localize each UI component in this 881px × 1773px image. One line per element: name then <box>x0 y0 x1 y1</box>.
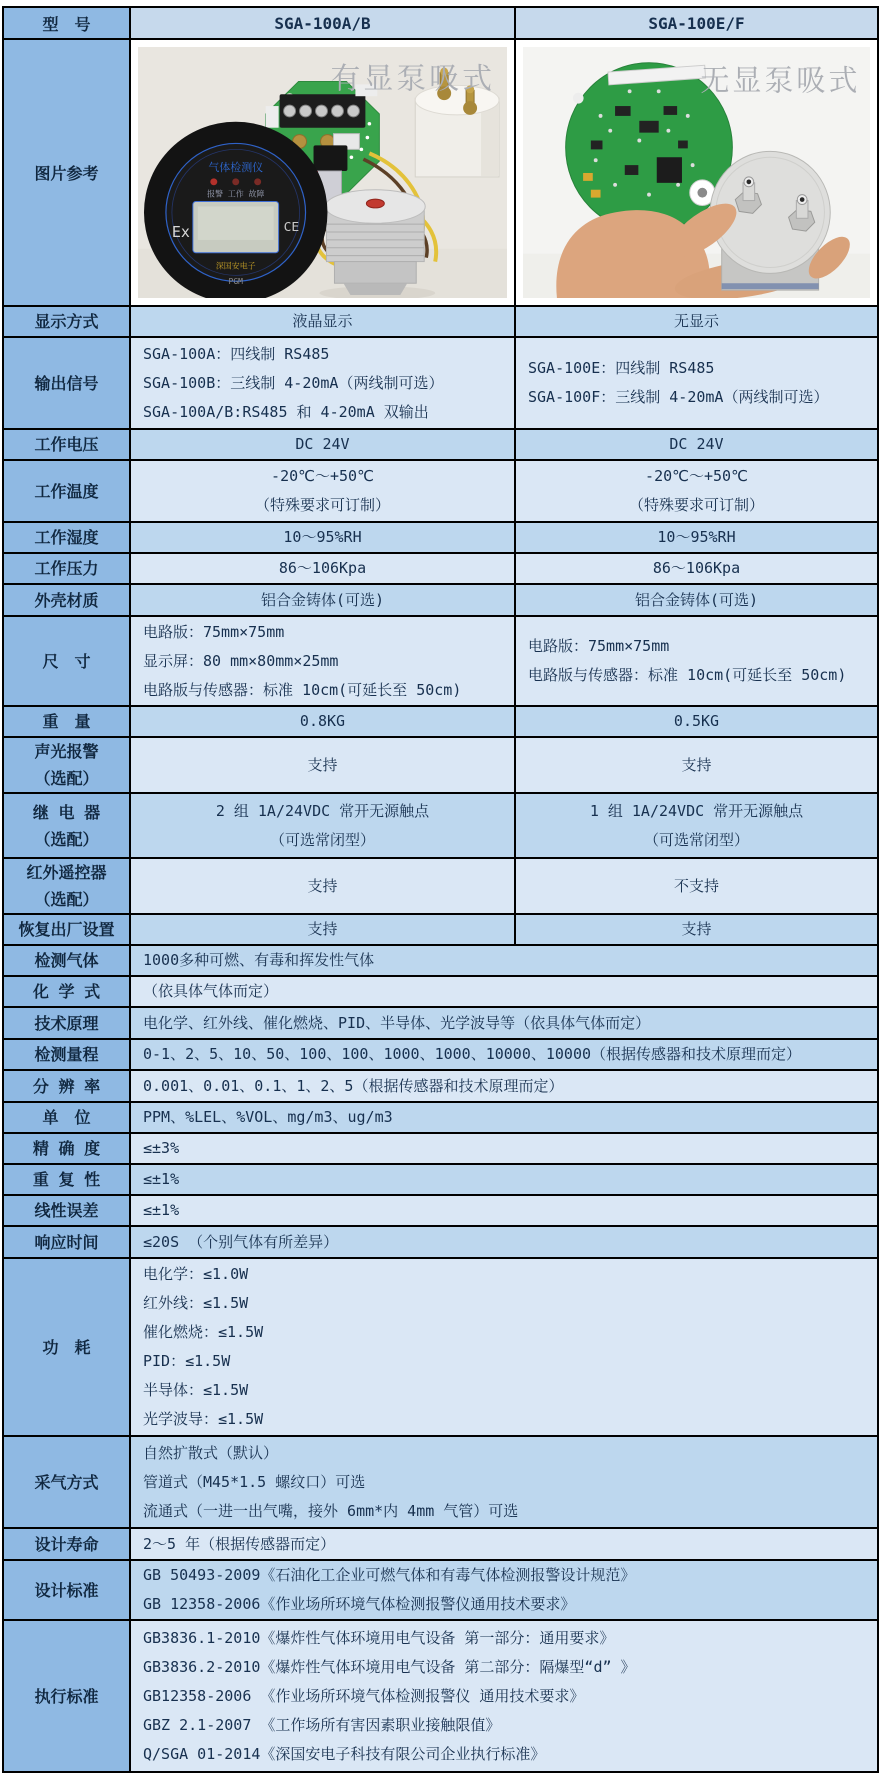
row-label: 红外遥控器 （选配） <box>3 858 130 914</box>
row-label: 重 复 性 <box>3 1164 130 1195</box>
watermark-left: 有显泵吸式 <box>330 61 496 97</box>
spec-value: ≤±1% <box>130 1164 878 1195</box>
spec-value: 10～95%RH <box>515 522 878 553</box>
spec-value: ≤±3% <box>130 1133 878 1164</box>
watermark-right: 无显泵吸式 <box>700 63 861 98</box>
row-label: 工作电压 <box>3 429 130 460</box>
spec-value: 1000多种可燃、有毒和挥发性气体 <box>130 945 878 976</box>
photo-cell-right <box>515 39 878 306</box>
detector-illustration <box>144 122 328 298</box>
sensor-red-dot <box>366 199 384 208</box>
spec-row-9 <box>3 737 878 793</box>
spec-row-27 <box>3 1620 878 1772</box>
spec-value: 支持 <box>515 737 878 793</box>
spec-value: 无显示 <box>515 306 878 337</box>
spec-value: 自然扩散式（默认） 管道式（M45*1.5 螺纹口）可选 流通式（一进一出气嘴，接外 6mm*内 4mm 气管）可选 <box>130 1436 878 1528</box>
spec-value: 电路版：75mm×75mm 显示屏：80 mm×80mm×25mm 电路版与传感器：标准 10cm(可延长至 50cm) <box>130 616 515 706</box>
spec-value: DC 24V <box>130 429 515 460</box>
spec-value: 铝合金铸体(可选) <box>130 584 515 616</box>
spec-value: 2～5 年（根据传感器而定） <box>130 1528 878 1560</box>
spec-value: SGA-100E：四线制 RS485 SGA-100F：三线制 4-20mA（两线制可选） <box>515 337 878 429</box>
brand-mark: 深国安电子 <box>215 261 256 271</box>
detector-led-labels: 报警 工作 故障 <box>207 189 265 199</box>
spec-value: 不支持 <box>515 858 878 914</box>
photo-row-label: 图片参考 <box>3 39 130 306</box>
spec-row-16 <box>3 1039 878 1070</box>
spec-value: 支持 <box>130 737 515 793</box>
spec-value: 电化学、红外线、催化燃烧、PID、半导体、光学波导等（依具体气体而定） <box>130 1007 878 1039</box>
row-label: 响应时间 <box>3 1226 130 1258</box>
product-photo-ef <box>523 47 870 298</box>
spec-value: DC 24V <box>515 429 878 460</box>
spec-value: 0.001、0.01、0.1、1、2、5（根据传感器和技术原理而定） <box>130 1070 878 1102</box>
header-row <box>3 7 878 39</box>
row-label: 恢复出厂设置 <box>3 914 130 945</box>
row-label: 工作温度 <box>3 460 130 522</box>
row-label: 分 辨 率 <box>3 1070 130 1102</box>
spec-value: -20℃～+50℃ （特殊要求可订制） <box>515 460 878 522</box>
spec-row-26 <box>3 1560 878 1620</box>
row-label: 精 确 度 <box>3 1133 130 1164</box>
spec-row-4 <box>3 522 878 553</box>
spec-row-18 <box>3 1102 878 1133</box>
spec-row-10 <box>3 793 878 858</box>
row-label: 功 耗 <box>3 1258 130 1436</box>
spec-row-25 <box>3 1528 878 1560</box>
spec-row-15 <box>3 1007 878 1039</box>
spec-row-12 <box>3 914 878 945</box>
spec-value: ≤20S （个别气体有所差异） <box>130 1226 878 1258</box>
photo-cell-left <box>130 39 515 306</box>
spec-row-14 <box>3 976 878 1007</box>
row-label: 化 学 式 <box>3 976 130 1007</box>
spec-row-7 <box>3 616 878 706</box>
row-label: 采气方式 <box>3 1436 130 1528</box>
spec-value: 0.5KG <box>515 706 878 737</box>
spec-row-17 <box>3 1070 878 1102</box>
spec-value: GB3836.1-2010《爆炸性气体环境用电气设备 第一部分：通用要求》 GB3836.2-2010《爆炸性气体环境用电气设备 第二部分：隔爆型“d” 》 GB12358-2006 《作业场所环境气体检测报警仪 通用技术要求》 GBZ 2.1-2007 《工作场所有害因素职业接触限值》 Q/SGA 01-2014《深国安电子科技有限公司企业执行标准》 <box>130 1620 878 1772</box>
row-label: 线性误差 <box>3 1195 130 1226</box>
spec-value: 1 组 1A/24VDC 常开无源触点 （可选常闭型） <box>515 793 878 858</box>
spec-row-5 <box>3 553 878 584</box>
spec-value: 电化学：≤1.0W 红外线：≤1.5W 催化燃烧：≤1.5W PID：≤1.5W 半导体：≤1.5W 光学波导：≤1.5W <box>130 1258 878 1436</box>
product-photo-ab <box>138 47 507 298</box>
spec-row-22 <box>3 1226 878 1258</box>
spec-value: ≤±1% <box>130 1195 878 1226</box>
spec-row-21 <box>3 1195 878 1226</box>
model-ab-header: SGA-100A/B <box>130 7 515 39</box>
spec-value: 铝合金铸体(可选) <box>515 584 878 616</box>
spec-value: 2 组 1A/24VDC 常开无源触点 （可选常闭型） <box>130 793 515 858</box>
row-label: 执行标准 <box>3 1620 130 1772</box>
photo-row <box>3 39 878 306</box>
spec-rows-body <box>3 306 878 1772</box>
row-label: 单 位 <box>3 1102 130 1133</box>
spec-value: 支持 <box>130 858 515 914</box>
spec-row-23 <box>3 1258 878 1436</box>
spec-value: 电路版：75mm×75mm 电路版与传感器：标准 10cm(可延长至 50cm) <box>515 616 878 706</box>
ex-mark: Ex <box>171 223 190 241</box>
spec-table <box>2 6 879 1773</box>
spec-value: PPM、%LEL、%VOL、mg/m3、ug/m3 <box>130 1102 878 1133</box>
row-label: 声光报警 （选配） <box>3 737 130 793</box>
spec-value: 液晶显示 <box>130 306 515 337</box>
spec-value: 86～106Kpa <box>515 553 878 584</box>
spec-value: 支持 <box>130 914 515 945</box>
row-label: 继 电 器 （选配） <box>3 793 130 858</box>
row-label: 设计寿命 <box>3 1528 130 1560</box>
spec-row-6 <box>3 584 878 616</box>
row-label: 工作压力 <box>3 553 130 584</box>
spec-value: 86～106Kpa <box>130 553 515 584</box>
spec-value: 0-1、2、5、10、50、100、100、1000、1000、10000、10000（根据传感器和技术原理而定） <box>130 1039 878 1070</box>
row-label: 重 量 <box>3 706 130 737</box>
row-label: 显示方式 <box>3 306 130 337</box>
spec-row-2 <box>3 429 878 460</box>
spec-row-20 <box>3 1164 878 1195</box>
row-label: 设计标准 <box>3 1560 130 1620</box>
spec-value: 支持 <box>515 914 878 945</box>
detector-title: 气体检测仪 <box>208 161 264 175</box>
row-label: 输出信号 <box>3 337 130 429</box>
model-header-label: 型 号 <box>3 7 130 39</box>
spec-row-11 <box>3 858 878 914</box>
spec-value: 10～95%RH <box>130 522 515 553</box>
model-ef-header: SGA-100E/F <box>515 7 878 39</box>
spec-row-8 <box>3 706 878 737</box>
row-label: 技术原理 <box>3 1007 130 1039</box>
spec-row-24 <box>3 1436 878 1528</box>
spec-value: GB 50493-2009《石油化工企业可燃气体和有毒气体检测报警设计规范》 GB 12358-2006《作业场所环境气体检测报警仪通用技术要求》 <box>130 1560 878 1620</box>
spec-value: -20℃～+50℃ （特殊要求可订制） <box>130 460 515 522</box>
spec-value: （依具体气体而定） <box>130 976 878 1007</box>
spec-row-13 <box>3 945 878 976</box>
spec-row-0 <box>3 306 878 337</box>
row-label: 检测气体 <box>3 945 130 976</box>
spec-row-1 <box>3 337 878 429</box>
spec-row-19 <box>3 1133 878 1164</box>
row-label: 尺 寸 <box>3 616 130 706</box>
spec-value: 0.8KG <box>130 706 515 737</box>
row-label: 外壳材质 <box>3 584 130 616</box>
ce-mark: CE <box>283 220 300 236</box>
spec-row-3 <box>3 460 878 522</box>
pgm-mark: PGM <box>228 277 243 287</box>
spec-value: SGA-100A：四线制 RS485 SGA-100B：三线制 4-20mA（两线制可选） SGA-100A/B:RS485 和 4-20mA 双输出 <box>130 337 515 429</box>
row-label: 工作湿度 <box>3 522 130 553</box>
row-label: 检测量程 <box>3 1039 130 1070</box>
